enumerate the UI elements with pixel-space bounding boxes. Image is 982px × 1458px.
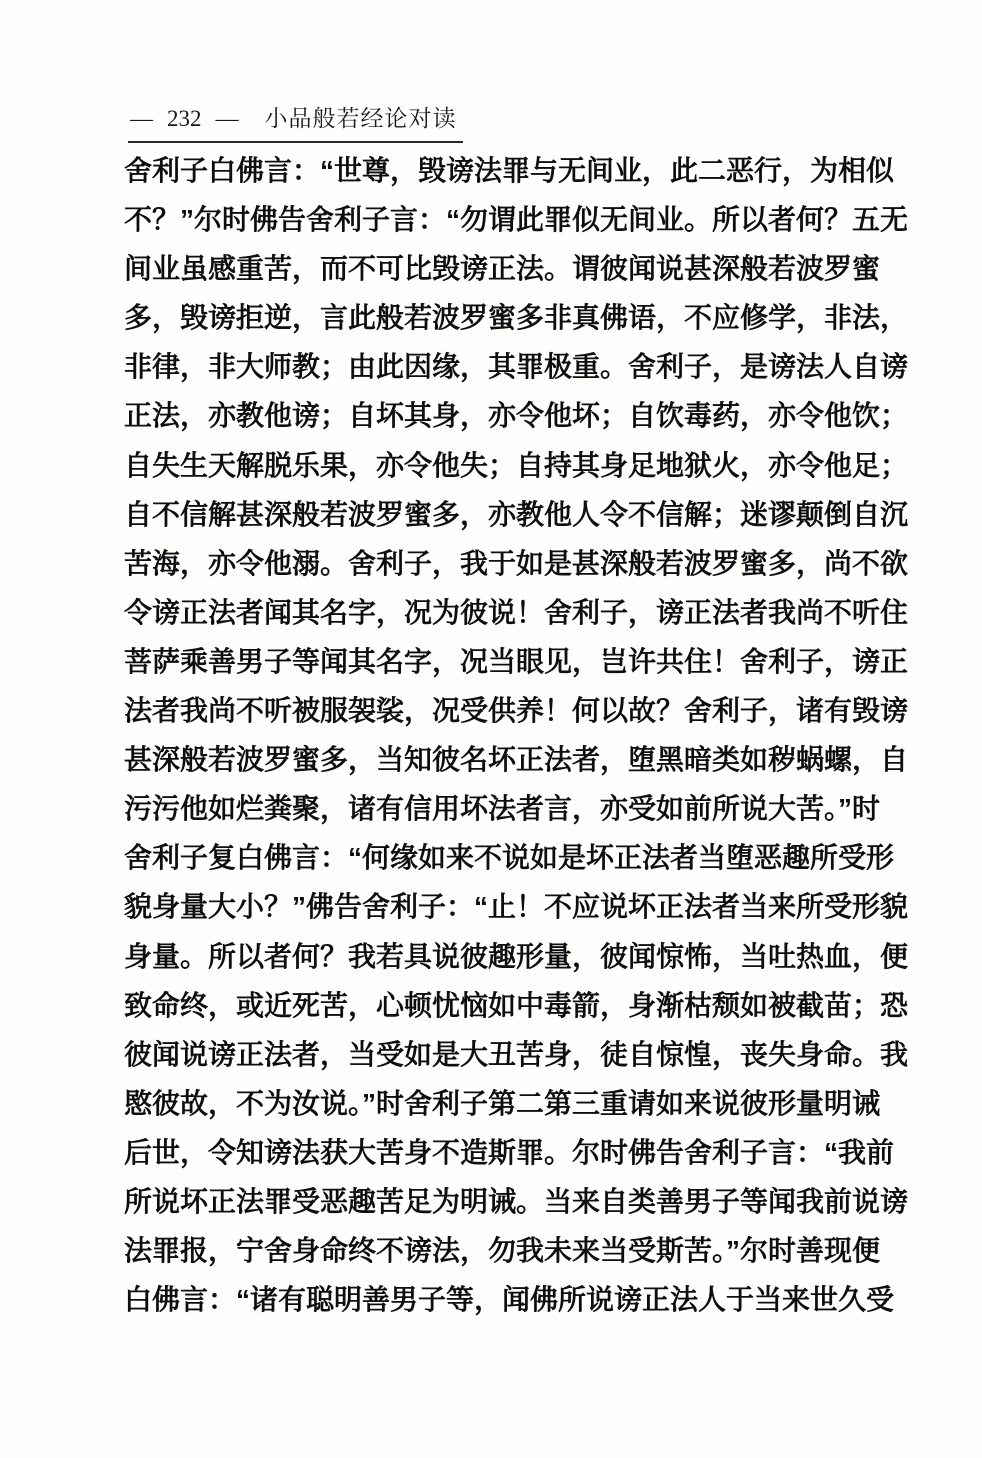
body-text <box>124 146 909 1324</box>
text-line: 法者我尚不听被服袈裟，况受供养！何以故？舍利子，诸有毁谤 <box>124 695 909 727</box>
text-line: 致命终，或近死苦，心顿忧恼如中毒箭，身渐枯颓如被截苗；恐 <box>124 989 909 1021</box>
book-title: 小品般若经论对读 <box>264 106 457 131</box>
text-line: 多，毁谤拒逆，言此般若波罗蜜多非真佛语，不应修学，非法， <box>124 302 909 334</box>
page-number-left-dash: — <box>130 106 153 131</box>
text-line: 舍利子复白佛言：“何缘如来不说如是坏正法者当堕恶趣所受形 <box>124 842 895 874</box>
text-line: 自不信解甚深般若波罗蜜多，亦教他人令不信解；迷谬颠倒自沉 <box>124 498 909 530</box>
text-line: 令谤正法者闻其名字，况为彼说！舍利子，谤正法者我尚不听住 <box>124 596 909 628</box>
text-line: 法罪报，宁舍身命终不谤法，勿我未来当受斯苦。”尔时善现便 <box>124 1235 881 1267</box>
text-line: 白佛言：“诸有聪明善男子等，闻佛所说谤正法人于当来世久受 <box>124 1284 895 1316</box>
text-line: 愍彼故，不为汝说。”时舍利子第二第三重请如来说彼形量明诫 <box>124 1087 881 1119</box>
page-number <box>130 106 239 132</box>
text-line: 所说坏正法罪受恶趣苦足为明诫。当来自类善男子等闻我前说谤 <box>124 1185 909 1217</box>
text-line: 苦海，亦令他溺。舍利子，我于如是甚深般若波罗蜜多，尚不欲 <box>124 547 909 579</box>
text-line: 身量。所以者何？我若具说彼趣形量，彼闻惊怖，当吐热血，便 <box>124 940 909 972</box>
text-line: 貌身量大小？”佛告舍利子：“止！不应说坏正法者当来所受形貌 <box>124 891 909 923</box>
text-line: 舍利子白佛言：“世尊，毁谤法罪与无间业，此二恶行，为相似 <box>124 155 895 186</box>
text-line: 彼闻说谤正法者，当受如是大丑苦身，徒自惊惶，丧失身命。我 <box>124 1038 909 1070</box>
text-line: 间业虽感重苦，而不可比毁谤正法。谓彼闻说甚深般若波罗蜜 <box>124 253 881 285</box>
text-line: 正法，亦教他谤；自坏其身，亦令他坏；自饮毒药，亦令他饮； <box>124 400 909 432</box>
text-line: 自失生天解脱乐果，亦令他失；自持其身足地狱火，亦令他足； <box>124 449 909 481</box>
text-line: 非律，非大师教；由此因缘，其罪极重。舍利子，是谤法人自谤 <box>124 351 909 383</box>
text-line: 污污他如烂粪聚，诸有信用坏法者言，亦受如前所说大苦。”时 <box>124 793 881 825</box>
page-header <box>128 100 463 143</box>
text-line: 甚深般若波罗蜜多，当知彼名坏正法者，堕黑暗类如秽蜗螺，自 <box>124 744 909 776</box>
text-line: 菩萨乘善男子等闻其名字，况当眼见，岂许共住！舍利子，谤正 <box>124 645 909 677</box>
text-line: 后世，令知谤法获大苦身不造斯罪。尔时佛告舍利子言：“我前 <box>124 1136 895 1168</box>
text-line: 不？”尔时佛告舍利子言：“勿谓此罪似无间业。所以者何？五无 <box>124 204 909 236</box>
page-number-value: 232 <box>167 106 202 131</box>
page-number-right-dash: — <box>215 106 239 131</box>
